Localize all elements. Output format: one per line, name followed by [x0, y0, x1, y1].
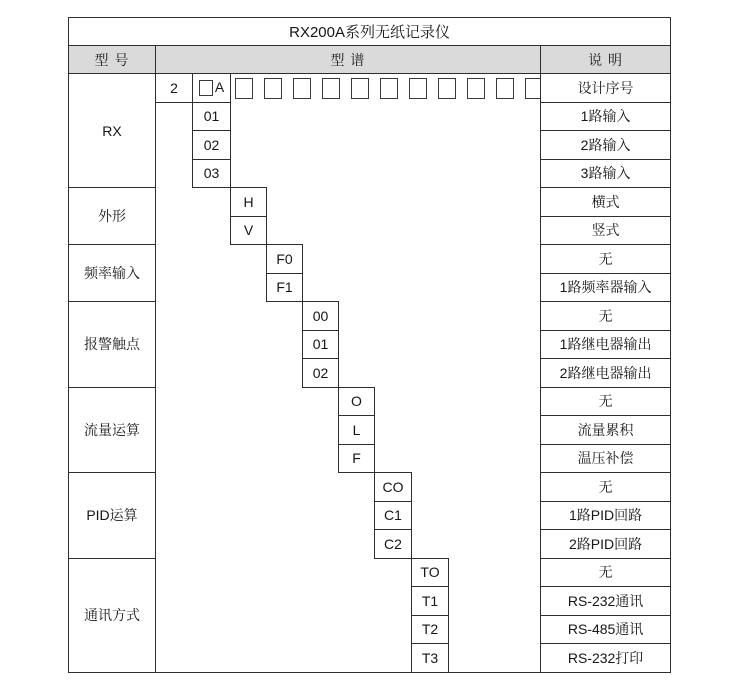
design-variant-cell — [193, 74, 231, 103]
spacer-cell — [156, 216, 231, 245]
code-cell: TO — [412, 558, 449, 587]
code-cell: 01 — [303, 330, 339, 359]
table-row — [69, 473, 671, 502]
table-row — [69, 444, 671, 473]
table-row — [69, 359, 671, 388]
placeholder-box-icon — [525, 78, 541, 99]
placeholder-box-icon — [409, 78, 427, 99]
description-cell: 1路输入 — [541, 102, 671, 131]
header-row — [69, 46, 671, 74]
table-row — [69, 216, 671, 245]
placeholder-box-icon — [293, 78, 311, 99]
spacer-cell — [412, 501, 541, 530]
header-spectrum: 型 谱 — [156, 46, 541, 74]
group-label-pid-calc: PID运算 — [69, 473, 156, 559]
code-cell: 01 — [193, 102, 231, 131]
description-cell: 无 — [541, 302, 671, 331]
description-cell: 温压补偿 — [541, 444, 671, 473]
table-row — [69, 644, 671, 673]
table-row — [69, 530, 671, 559]
spacer-cell — [156, 302, 303, 331]
spacer-cell — [156, 501, 375, 530]
description-cell: 无 — [541, 558, 671, 587]
spacer-cell — [156, 587, 412, 616]
spacer-cell — [156, 444, 339, 473]
spacer-cell — [339, 302, 541, 331]
code-cell: T2 — [412, 615, 449, 644]
table-row — [69, 302, 671, 331]
table-row — [69, 416, 671, 445]
group-label-alarm-contact: 报警触点 — [69, 302, 156, 388]
code-cell: 02 — [303, 359, 339, 388]
spacer-cell — [156, 530, 375, 559]
design-variant-letter: A — [214, 79, 225, 96]
description-cell: 无 — [541, 473, 671, 502]
code-cell: C2 — [375, 530, 412, 559]
table-row — [69, 387, 671, 416]
description-cell: 横式 — [541, 188, 671, 217]
spacer-cell — [375, 416, 541, 445]
description-cell: 1路频率器输入 — [541, 273, 671, 302]
table-row — [69, 159, 671, 188]
code-cell: O — [339, 387, 375, 416]
group-label-frequency-input: 频率输入 — [69, 245, 156, 302]
table-row — [69, 501, 671, 530]
spacer-cell — [303, 245, 541, 274]
table-row — [69, 102, 671, 131]
description-cell: 3路输入 — [541, 159, 671, 188]
description-cell: RS-232通讯 — [541, 587, 671, 616]
description-cell: 1路PID回路 — [541, 501, 671, 530]
spacer-cell — [231, 131, 541, 160]
code-cell: 02 — [193, 131, 231, 160]
spacer-cell — [156, 131, 193, 160]
table-row — [69, 558, 671, 587]
spacer-cell — [449, 587, 541, 616]
spacer-cell — [156, 102, 193, 131]
table-title: RX200A系列无纸记录仪 — [69, 18, 671, 46]
placeholder-box-icon — [235, 78, 253, 99]
spacer-cell — [449, 615, 541, 644]
code-cell: L — [339, 416, 375, 445]
placeholder-box-row — [231, 78, 540, 99]
table-row — [69, 273, 671, 302]
description-cell: 设计序号 — [541, 74, 671, 103]
placeholder-box-icon — [496, 78, 514, 99]
placeholder-box-icon — [351, 78, 369, 99]
code-cell: 03 — [193, 159, 231, 188]
spacer-cell — [156, 245, 267, 274]
spacer-cell — [231, 159, 541, 188]
description-cell: RS-232打印 — [541, 644, 671, 673]
description-cell: 2路继电器输出 — [541, 359, 671, 388]
design-placeholder-boxes — [231, 74, 541, 103]
title-row — [69, 18, 671, 46]
spacer-cell — [339, 359, 541, 388]
placeholder-box-icon — [438, 78, 456, 99]
group-label-communication: 通讯方式 — [69, 558, 156, 672]
spacer-cell — [339, 330, 541, 359]
code-cell: H — [231, 188, 267, 217]
spacer-cell — [156, 558, 412, 587]
spacer-cell — [156, 359, 303, 388]
code-cell: F0 — [267, 245, 303, 274]
group-label-shape: 外形 — [69, 188, 156, 245]
code-cell: T1 — [412, 587, 449, 616]
placeholder-box-icon — [199, 80, 213, 96]
header-description: 说 明 — [541, 46, 671, 74]
spacer-cell — [156, 159, 193, 188]
spacer-cell — [156, 644, 412, 673]
group-label-flow-calc: 流量运算 — [69, 387, 156, 473]
spacer-cell — [156, 473, 375, 502]
header-model: 型 号 — [69, 46, 156, 74]
description-cell: 无 — [541, 245, 671, 274]
spacer-cell — [412, 530, 541, 559]
spacer-cell — [375, 444, 541, 473]
table-row — [69, 131, 671, 160]
spacer-cell — [231, 102, 541, 131]
table-row — [69, 330, 671, 359]
code-cell: F1 — [267, 273, 303, 302]
table-row — [69, 615, 671, 644]
spacer-cell — [375, 387, 541, 416]
spacer-cell — [267, 188, 541, 217]
code-cell: CO — [375, 473, 412, 502]
spacer-cell — [156, 188, 231, 217]
description-cell: 1路继电器输出 — [541, 330, 671, 359]
table-row — [69, 587, 671, 616]
table-row — [69, 188, 671, 217]
spacer-cell — [449, 558, 541, 587]
table-row — [69, 245, 671, 274]
code-cell: 00 — [303, 302, 339, 331]
design-prefix-cell: 2 — [156, 74, 193, 103]
description-cell: 2路PID回路 — [541, 530, 671, 559]
spacer-cell — [156, 416, 339, 445]
group-label-rx: RX — [69, 74, 156, 188]
spacer-cell — [156, 387, 339, 416]
model-selection-table — [68, 17, 671, 673]
description-cell: 2路输入 — [541, 131, 671, 160]
design-row — [69, 74, 671, 103]
placeholder-box-icon — [467, 78, 485, 99]
description-cell: RS-485通讯 — [541, 615, 671, 644]
description-cell: 竖式 — [541, 216, 671, 245]
description-cell: 无 — [541, 387, 671, 416]
spacer-cell — [156, 330, 303, 359]
spacer-cell — [449, 644, 541, 673]
code-cell: F — [339, 444, 375, 473]
placeholder-box-icon — [322, 78, 340, 99]
code-cell: T3 — [412, 644, 449, 673]
description-cell: 流量累积 — [541, 416, 671, 445]
placeholder-box-icon — [264, 78, 282, 99]
spacer-cell — [412, 473, 541, 502]
spacer-cell — [303, 273, 541, 302]
code-cell: C1 — [375, 501, 412, 530]
spacer-cell — [267, 216, 541, 245]
code-cell: V — [231, 216, 267, 245]
spacer-cell — [156, 273, 267, 302]
spacer-cell — [156, 615, 412, 644]
placeholder-box-icon — [380, 78, 398, 99]
